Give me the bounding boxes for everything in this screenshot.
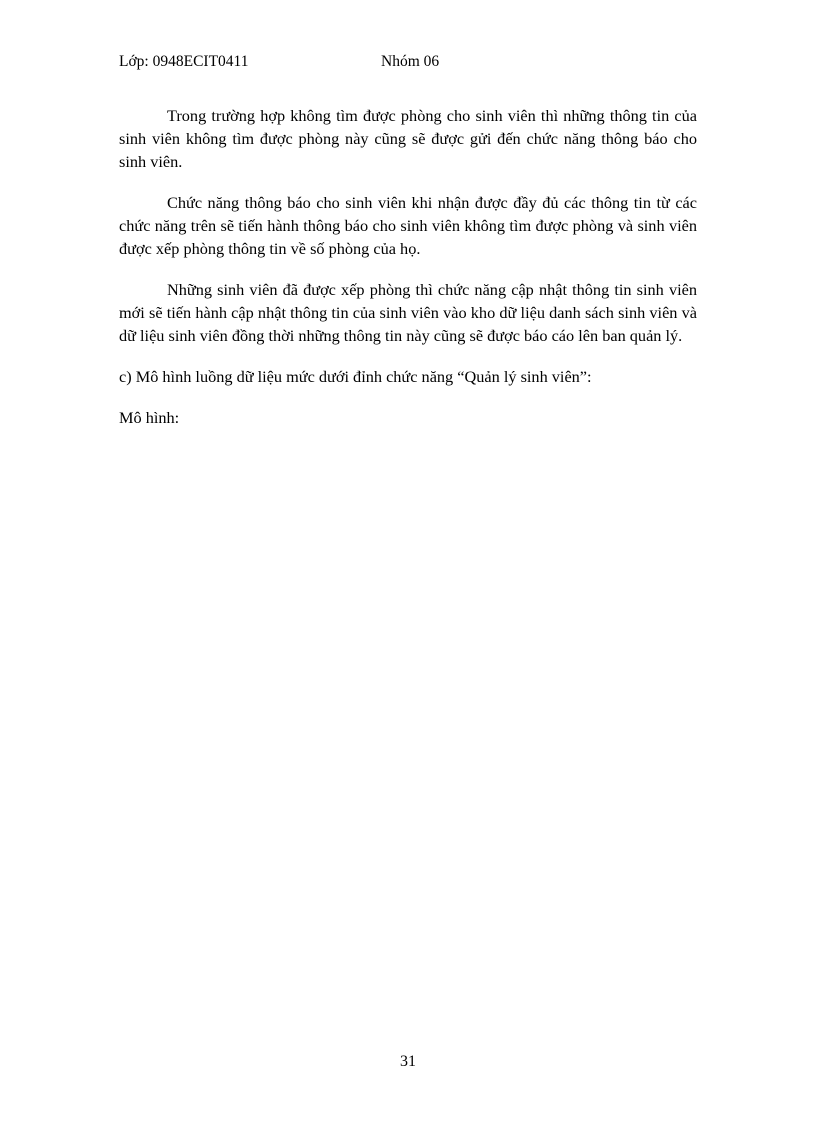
class-label: Lớp: 0948ECIT0411 (119, 53, 249, 70)
page-number: 31 (400, 1053, 416, 1070)
document-body (119, 104, 697, 447)
model-label: Mô hình: (119, 408, 180, 427)
page-header (119, 53, 699, 73)
group-label: Nhóm 06 (381, 53, 440, 70)
paragraph-notification: Chức năng thông báo cho sinh viên khi nhận được đầy đủ các thông tin từ các chức năng trên sẽ tiến hành thông báo cho sinh viên không tìm được phòng và sinh viên được xếp phòng thông tin về số phòng của họ. (119, 193, 697, 258)
paragraph-update-info: Những sinh viên đã được xếp phòng thì chức năng cập nhật thông tin sinh viên mới sẽ tiến hành cập nhật thông tin của sinh viên vào kho dữ liệu danh sách sinh viên và dữ liệu sinh viên đồng thời những thông tin này cũng sẽ được báo cáo lên ban quản lý. (119, 280, 697, 345)
section-heading: c) Mô hình luồng dữ liệu mức dưới đỉnh chức năng “Quản lý sinh viên”: (119, 367, 592, 386)
paragraph-no-room: Trong trường hợp không tìm được phòng cho sinh viên thì những thông tin của sinh viên không tìm được phòng này cũng sẽ được gửi đến chức năng thông báo cho sinh viên. (119, 106, 697, 171)
